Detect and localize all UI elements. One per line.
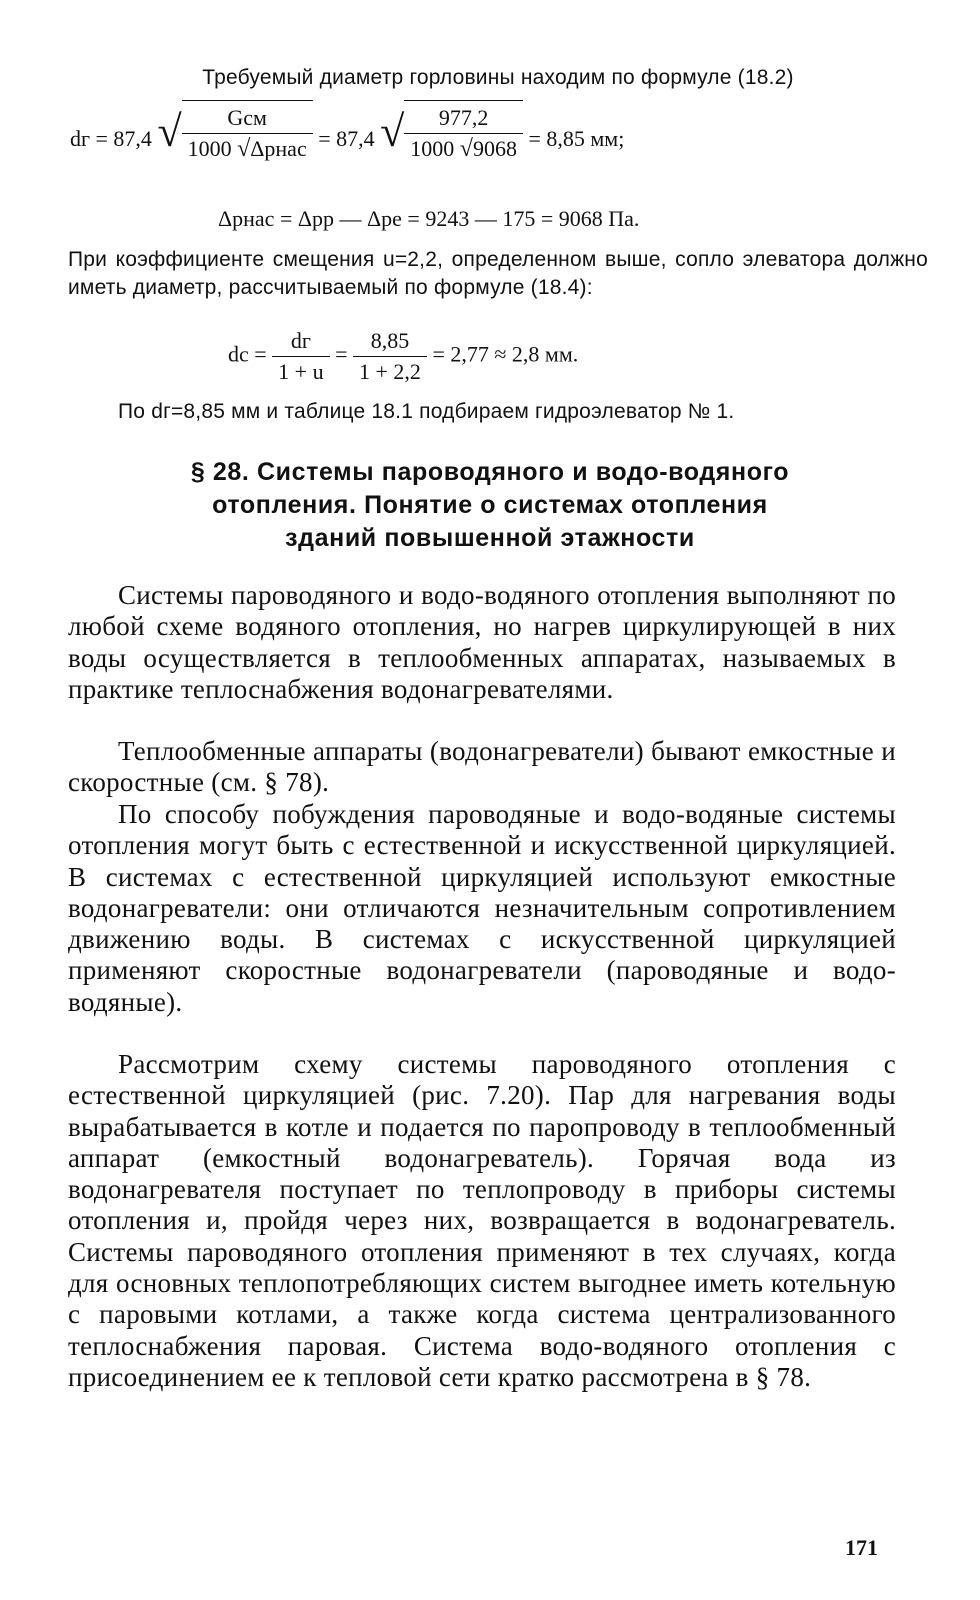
- intro-line: Требуемый диаметр горловины находим по формуле (18.2): [202, 66, 794, 89]
- formula3-den2: 1 + 2,2: [353, 356, 427, 387]
- formula1-eq2: = 87,4: [318, 126, 375, 151]
- heading-line-2: отопления. Понятие о системах отопления: [212, 491, 768, 519]
- formula1-lhs: dг = 87,4: [70, 126, 152, 151]
- heading-line-3: зданий повышенной этажности: [285, 524, 695, 552]
- formula3-eq2: =: [335, 341, 348, 367]
- formula-nozzle-diameter: [228, 326, 578, 387]
- formula1-den2-coef: 1000: [410, 136, 455, 161]
- formula1-den1-coef: 1000: [187, 136, 232, 161]
- formula3-lhs: dc =: [228, 341, 267, 367]
- formula1-num1: Gсм: [227, 105, 267, 130]
- para-nozzle: При коэффициенте смещения u=2,2, определенном выше, сопло элеватора должно иметь диаметр, рассчитываемый по формуле (18.4):: [68, 248, 928, 299]
- formula3-result: = 2,77 ≈ 2,8 мм.: [432, 341, 579, 367]
- page-number: 171: [845, 1535, 878, 1560]
- formula3-num2: 8,85: [370, 328, 410, 353]
- paragraph-3: По способу побуждения пароводяные и водо-водяные системы отопления могут быть с естественной и искусственной циркуляцией. В системах с естественной циркуляцией используют емкостные водонагреватели: они отличаются незначительным сопротивлением движению воды. В системах с искусственной циркуляцией применяют скоростные водонагреватели (пароводяные и водо-водяные).: [68, 799, 896, 1017]
- paragraph-1: Системы пароводяного и водо-водяного отопления выполняют по любой схеме водяного отопления, но нагрев циркулирующей в них воды осуществляется в теплообменных аппаратах, называемых в практике теплоснабжения водонагревателями.: [68, 580, 896, 704]
- formula1-den2-root: 9068: [473, 133, 517, 161]
- para-select: По dг=8,85 мм и таблице 18.1 подбираем гидроэлеватор № 1.: [118, 400, 735, 423]
- formula1-num2: 977,2: [438, 105, 489, 130]
- section-heading: [90, 456, 890, 555]
- paragraph-2: Теплообменные аппараты (водонагреватели) бывают емкостные и скоростные (см. § 78).: [68, 736, 896, 798]
- formula3-den1: 1 + u: [272, 356, 329, 387]
- paragraph-4: Рассмотрим схему системы пароводяного отопления с естественной циркуляцией (рис. 7.20). Пар для нагревания воды вырабатывается в котле и подается по паропроводу в теплообменный аппарат (емкостный водонагреватель). Горячая вода из водонагревателя поступает по теплопроводу в приборы системы отопления и, пройдя через них, возвращается в водонагреватель. Системы пароводяного отопления применяют в тех случаях, когда для основных теплопотребляющих систем выгоднее иметь котельную с паровыми котлами, а также когда система централизованного теплоснабжения паровая. Система водо-водяного отопления с присоединением ее к тепловой сети кратко рассмотрена в § 78.: [68, 1049, 896, 1392]
- formula1-result: = 8,85 мм;: [528, 126, 625, 151]
- heading-line-1: § 28. Системы пароводяного и водо-водяного: [190, 458, 790, 486]
- formula-throat-diameter: dг = 87,4 √ $\frac{\text{Gсм}}{\text{1000 √Δpнас}}$ = 87,4 √ $\frac{977,2}{1000 √9068}$ = 8,85 мм;: [70, 100, 624, 164]
- formula-pressure-drop: Δpнас = Δpp — Δpe = 9243 — 175 = 9068 Па.: [218, 206, 640, 231]
- formula1-den1-root: Δpнас: [250, 133, 306, 161]
- formula3-num1: dг: [290, 328, 311, 353]
